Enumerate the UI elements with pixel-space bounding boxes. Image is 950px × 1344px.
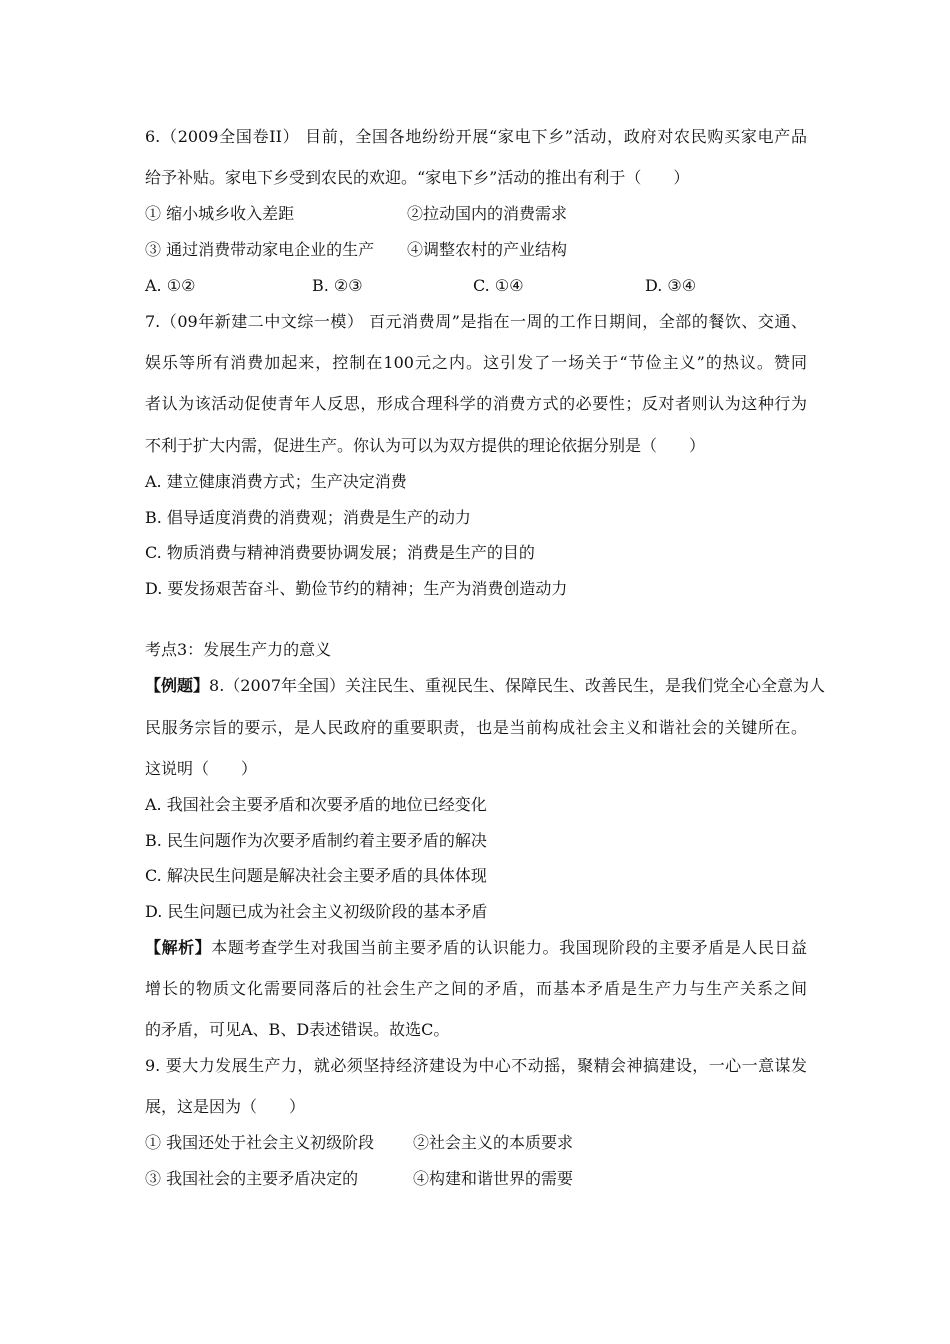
q6-option-c: C. ①④ — [473, 276, 524, 295]
q6-option-b: B. ②③ — [312, 276, 363, 295]
q9-stem-line-1: 9. 要大力发展生产力，就必须坚持经济建设为中心不动摇，聚精会神搞建设，一心一意谋发 — [145, 1056, 807, 1075]
q9-stem-line-2: 展，这是因为（ ） — [145, 1097, 306, 1116]
q8-option-a: A. 我国社会主要矛盾和次要矛盾的地位已经变化 — [145, 795, 487, 814]
q8-stem-line-1 — [145, 676, 826, 696]
section-heading: 考点3：发展生产力的意义 — [145, 640, 332, 659]
q7-option-c: C. 物质消费与精神消费要协调发展；消费是生产的目的 — [145, 543, 535, 562]
q9-item-3: ③ 我国社会的主要矛盾决定的 — [145, 1169, 359, 1188]
analysis-line-3: 的矛盾，可见A、B、D表述错误。故选C。 — [145, 1020, 450, 1039]
q7-option-d: D. 要发扬艰苦奋斗、勤俭节约的精神；生产为消费创造动力 — [145, 579, 568, 598]
q6-option-d: D. ③④ — [645, 276, 697, 295]
analysis-tag: 【解析】 — [145, 938, 212, 957]
analysis-line-2: 增长的物质文化需要同落后的社会生产之间的矛盾，而基本矛盾是生产力与生产关系之间 — [145, 979, 807, 998]
q7-stem-line-3: 者认为该活动促使青年人反思，形成合理科学的消费方式的必要性；反对者则认为这种行为 — [145, 394, 807, 413]
q9-item-4: ④构建和谐世界的需要 — [413, 1169, 574, 1188]
q8-stem-line-2: 民服务宗旨的要示，是人民政府的重要职责，也是当前构成社会主义和谐社会的关键所在。 — [145, 718, 807, 737]
q7-stem-line-1: 7.（09年新建二中文综一模） 百元消费周”是指在一周的工作日期间，全部的餐饮、交通、 — [145, 312, 807, 331]
q6-item-3: ③ 通过消费带动家电企业的生产 — [145, 240, 375, 259]
q6-option-a: A. ①② — [145, 276, 196, 295]
q6-stem-line-1: 6.（2009全国卷II） 目前，全国各地纷纷开展“家电下乡”活动，政府对农民购买家电产品 — [145, 127, 807, 146]
q7-option-b: B. 倡导适度消费的消费观；消费是生产的动力 — [145, 508, 471, 527]
q7-stem-line-4: 不利于扩大内需，促进生产。你认为可以为双方提供的理论依据分别是（ ） — [145, 436, 706, 455]
q7-stem-line-2: 娱乐等所有消费加起来，控制在100元之内。这引发了一场关于“节俭主义”的热议。赞同 — [145, 353, 807, 372]
example-tag: 【例题】 — [145, 676, 210, 695]
q8-stem-text: 8.（2007年全国）关注民生、重视民生、保障民生、改善民生，是我们党全心全意为人 — [209, 676, 826, 695]
q6-stem-line-2: 给予补贴。家电下乡受到农民的欢迎。“家电下乡”活动的推出有利于（ ） — [145, 168, 690, 187]
q6-item-2: ②拉动国内的消费需求 — [407, 204, 568, 223]
q9-item-1: ① 我国还处于社会主义初级阶段 — [145, 1133, 375, 1152]
q7-option-a: A. 建立健康消费方式；生产决定消费 — [145, 472, 407, 491]
q8-option-b: B. 民生问题作为次要矛盾制约着主要矛盾的解决 — [145, 831, 487, 850]
q8-option-d: D. 民生问题已成为社会主义初级阶段的基本矛盾 — [145, 902, 488, 921]
q8-option-c: C. 解决民生问题是解决社会主要矛盾的具体体现 — [145, 866, 487, 885]
analysis-line-1 — [145, 938, 807, 958]
analysis-text: 本题考查学生对我国当前主要矛盾的认识能力。我国现阶段的主要矛盾是人民日益 — [211, 938, 807, 957]
q6-item-4: ④调整农村的产业结构 — [407, 240, 568, 259]
q9-item-2: ②社会主义的本质要求 — [413, 1133, 574, 1152]
q8-stem-line-3: 这说明（ ） — [145, 759, 258, 778]
q6-item-1: ① 缩小城乡收入差距 — [145, 204, 295, 223]
